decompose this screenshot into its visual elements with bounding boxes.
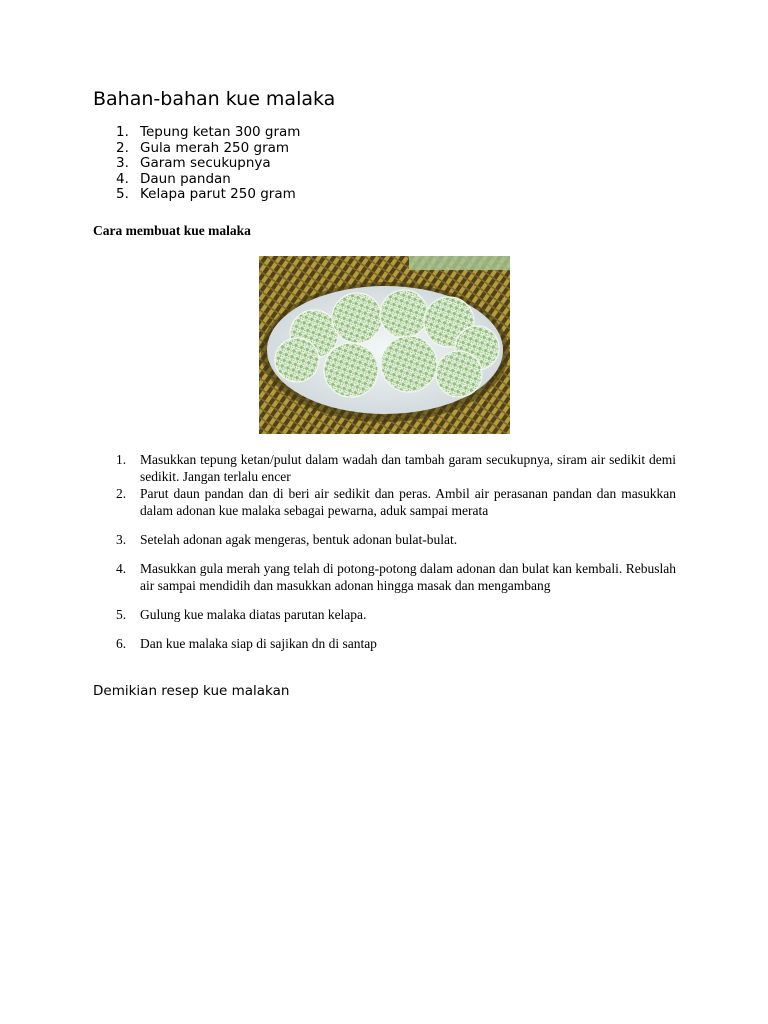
step-item bbox=[116, 635, 676, 652]
step-item bbox=[116, 606, 676, 623]
closing-sentence: Demikian resep kue malakan bbox=[93, 683, 290, 699]
ingredient-list bbox=[116, 125, 300, 203]
ingredient-text: Kelapa parut 250 gram bbox=[140, 186, 296, 202]
step-item bbox=[116, 560, 676, 594]
ingredient-text: Daun pandan bbox=[140, 170, 231, 187]
recipe-title: Bahan-bahan kue malaka bbox=[93, 88, 336, 110]
step-number: 2. bbox=[116, 486, 127, 501]
ingredient-number: 2. bbox=[116, 139, 129, 156]
ingredient-item bbox=[116, 172, 300, 188]
step-item bbox=[116, 531, 676, 548]
ingredient-item bbox=[116, 187, 300, 203]
ingredient-text: Tepung ketan 300 gram bbox=[140, 124, 301, 140]
step-item bbox=[116, 451, 676, 485]
step-number: 5. bbox=[116, 607, 127, 622]
step-item bbox=[116, 485, 676, 519]
ingredient-number: 1. bbox=[116, 124, 129, 140]
ingredient-item bbox=[116, 156, 300, 172]
step-number: 1. bbox=[116, 452, 127, 467]
ingredient-text: Garam secukupnya bbox=[140, 155, 271, 171]
ingredient-number: 4. bbox=[116, 170, 129, 187]
ingredient-number: 3. bbox=[116, 155, 129, 171]
step-list bbox=[116, 451, 676, 652]
step-text: Parut daun pandan dan di beri air sedikit dan peras. Ambil air perasanan pandan dan masukkan dalam adonan kue malaka sebagai pewarna, aduk sampai merata bbox=[140, 486, 676, 518]
step-number: 3. bbox=[116, 532, 127, 547]
ingredient-text: Gula merah 250 gram bbox=[140, 139, 290, 156]
step-text: Dan kue malaka siap di sajikan dn di santap bbox=[140, 636, 377, 651]
method-heading: Cara membuat kue malaka bbox=[93, 223, 251, 238]
ingredient-item bbox=[116, 125, 300, 141]
step-number: 4. bbox=[116, 561, 127, 576]
step-number: 6. bbox=[116, 636, 127, 651]
kue-malaka-photo bbox=[259, 256, 510, 434]
step-text: Setelah adonan agak mengeras, bentuk adonan bulat-bulat. bbox=[140, 532, 458, 547]
step-text: Masukkan tepung ketan/pulut dalam wadah dan tambah garam secukupnya, siram air sedikit demi sedikit. Jangan terlalu encer bbox=[140, 452, 676, 484]
step-text: Masukkan gula merah yang telah di potong-potong dalam adonan dan bulat kan kembali. Rebuslah air sampai mendidih dan masukkan adonan hingga masak dan mengambang bbox=[140, 561, 676, 593]
step-text: Gulung kue malaka diatas parutan kelapa. bbox=[140, 607, 367, 622]
ingredient-number: 5. bbox=[116, 186, 129, 202]
ingredient-item bbox=[116, 141, 300, 157]
